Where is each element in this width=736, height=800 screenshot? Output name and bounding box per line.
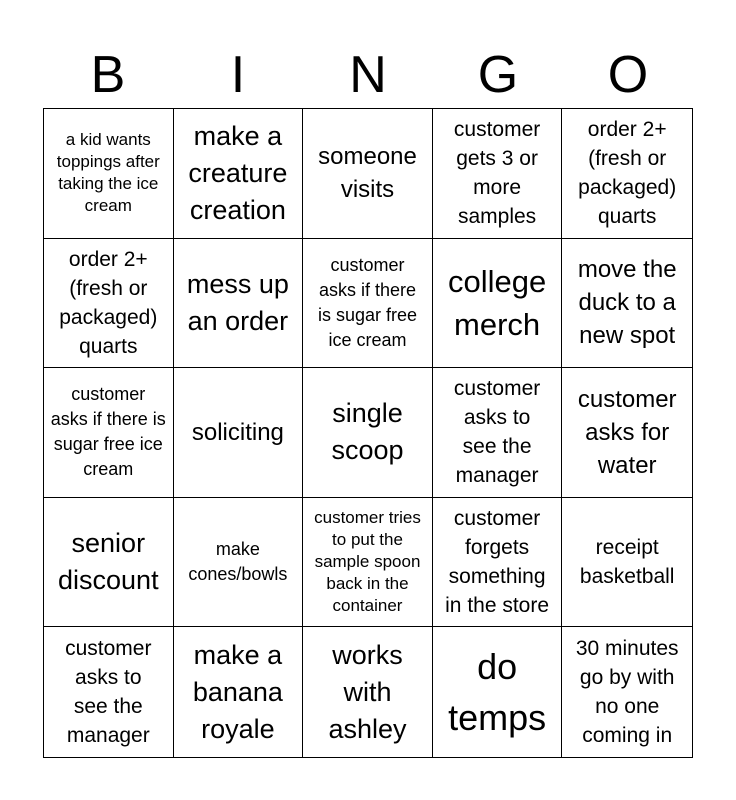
bingo-cell[interactable] (174, 109, 304, 239)
bingo-cell[interactable] (303, 498, 433, 628)
cell-text: senior discount (58, 528, 159, 596)
cell-text: single scoop (331, 398, 404, 466)
bingo-cell[interactable] (433, 239, 563, 369)
cell-text: a kid wants toppings after taking the ice cream (56, 130, 160, 216)
bingo-cell[interactable] (174, 368, 304, 498)
bingo-card-grid (43, 108, 693, 758)
bingo-cell[interactable] (433, 368, 563, 498)
cell-text: 30 minutes go by with no one coming in (575, 637, 679, 748)
cell-text: customer asks for water (577, 385, 677, 479)
bingo-cell[interactable] (562, 627, 692, 757)
cell-text: customer gets 3 or more samples (453, 118, 541, 229)
bingo-cell[interactable] (433, 498, 563, 628)
cell-text: customer forgets something in the store (445, 507, 550, 618)
cell-text: customer asks if there is sugar free ice cream (317, 254, 417, 350)
bingo-cell[interactable] (44, 109, 174, 239)
bingo-cell[interactable] (303, 627, 433, 757)
header-letter-n: N (349, 46, 387, 104)
header-letter-o: O (607, 46, 649, 104)
bingo-cell[interactable] (174, 239, 304, 369)
cell-text: customer asks to see the manager (65, 637, 152, 748)
bingo-cell[interactable] (562, 368, 692, 498)
bingo-cell[interactable] (44, 368, 174, 498)
bingo-header (43, 42, 693, 108)
bingo-cell[interactable] (174, 627, 304, 757)
bingo-cell[interactable] (562, 498, 692, 628)
bingo-cell[interactable] (44, 498, 174, 628)
bingo-cell[interactable] (303, 368, 433, 498)
header-letter-b: B (90, 46, 126, 104)
cell-text: college merch (447, 263, 547, 342)
cell-text: customer tries to put the sample spoon back in the container (314, 508, 421, 616)
bingo-cell[interactable] (44, 239, 174, 369)
bingo-cell[interactable] (303, 109, 433, 239)
bingo-cell[interactable] (562, 239, 692, 369)
bingo-cell[interactable] (303, 239, 433, 369)
header-letter-i: I (230, 46, 246, 104)
bingo-cell[interactable] (44, 627, 174, 757)
cell-text: make a banana royale (192, 639, 283, 744)
cell-text: someone visits (318, 143, 417, 204)
bingo-cell[interactable] (562, 109, 692, 239)
cell-text: move the duck to a new spot (577, 256, 677, 350)
bingo-cell[interactable] (433, 109, 563, 239)
cell-text: works with ashley (328, 639, 407, 744)
cell-text: order 2+ (fresh or packaged) quarts (578, 118, 677, 229)
cell-text: make a creature creation (188, 120, 288, 225)
cell-text: receipt basketball (579, 536, 675, 589)
cell-text: order 2+ (fresh or packaged) quarts (59, 247, 158, 358)
bingo-cell[interactable] (174, 498, 304, 628)
header-letter-g: G (477, 46, 519, 104)
cell-text: soliciting (191, 418, 284, 446)
bingo-cell[interactable] (433, 627, 563, 757)
cell-text: do temps (448, 646, 547, 739)
cell-text: customer asks to see the manager (453, 377, 541, 488)
cell-text: mess up an order (186, 268, 289, 336)
cell-text: make cones/bowls (188, 539, 288, 585)
cell-text: customer asks if there is sugar free ice cream (50, 384, 166, 480)
